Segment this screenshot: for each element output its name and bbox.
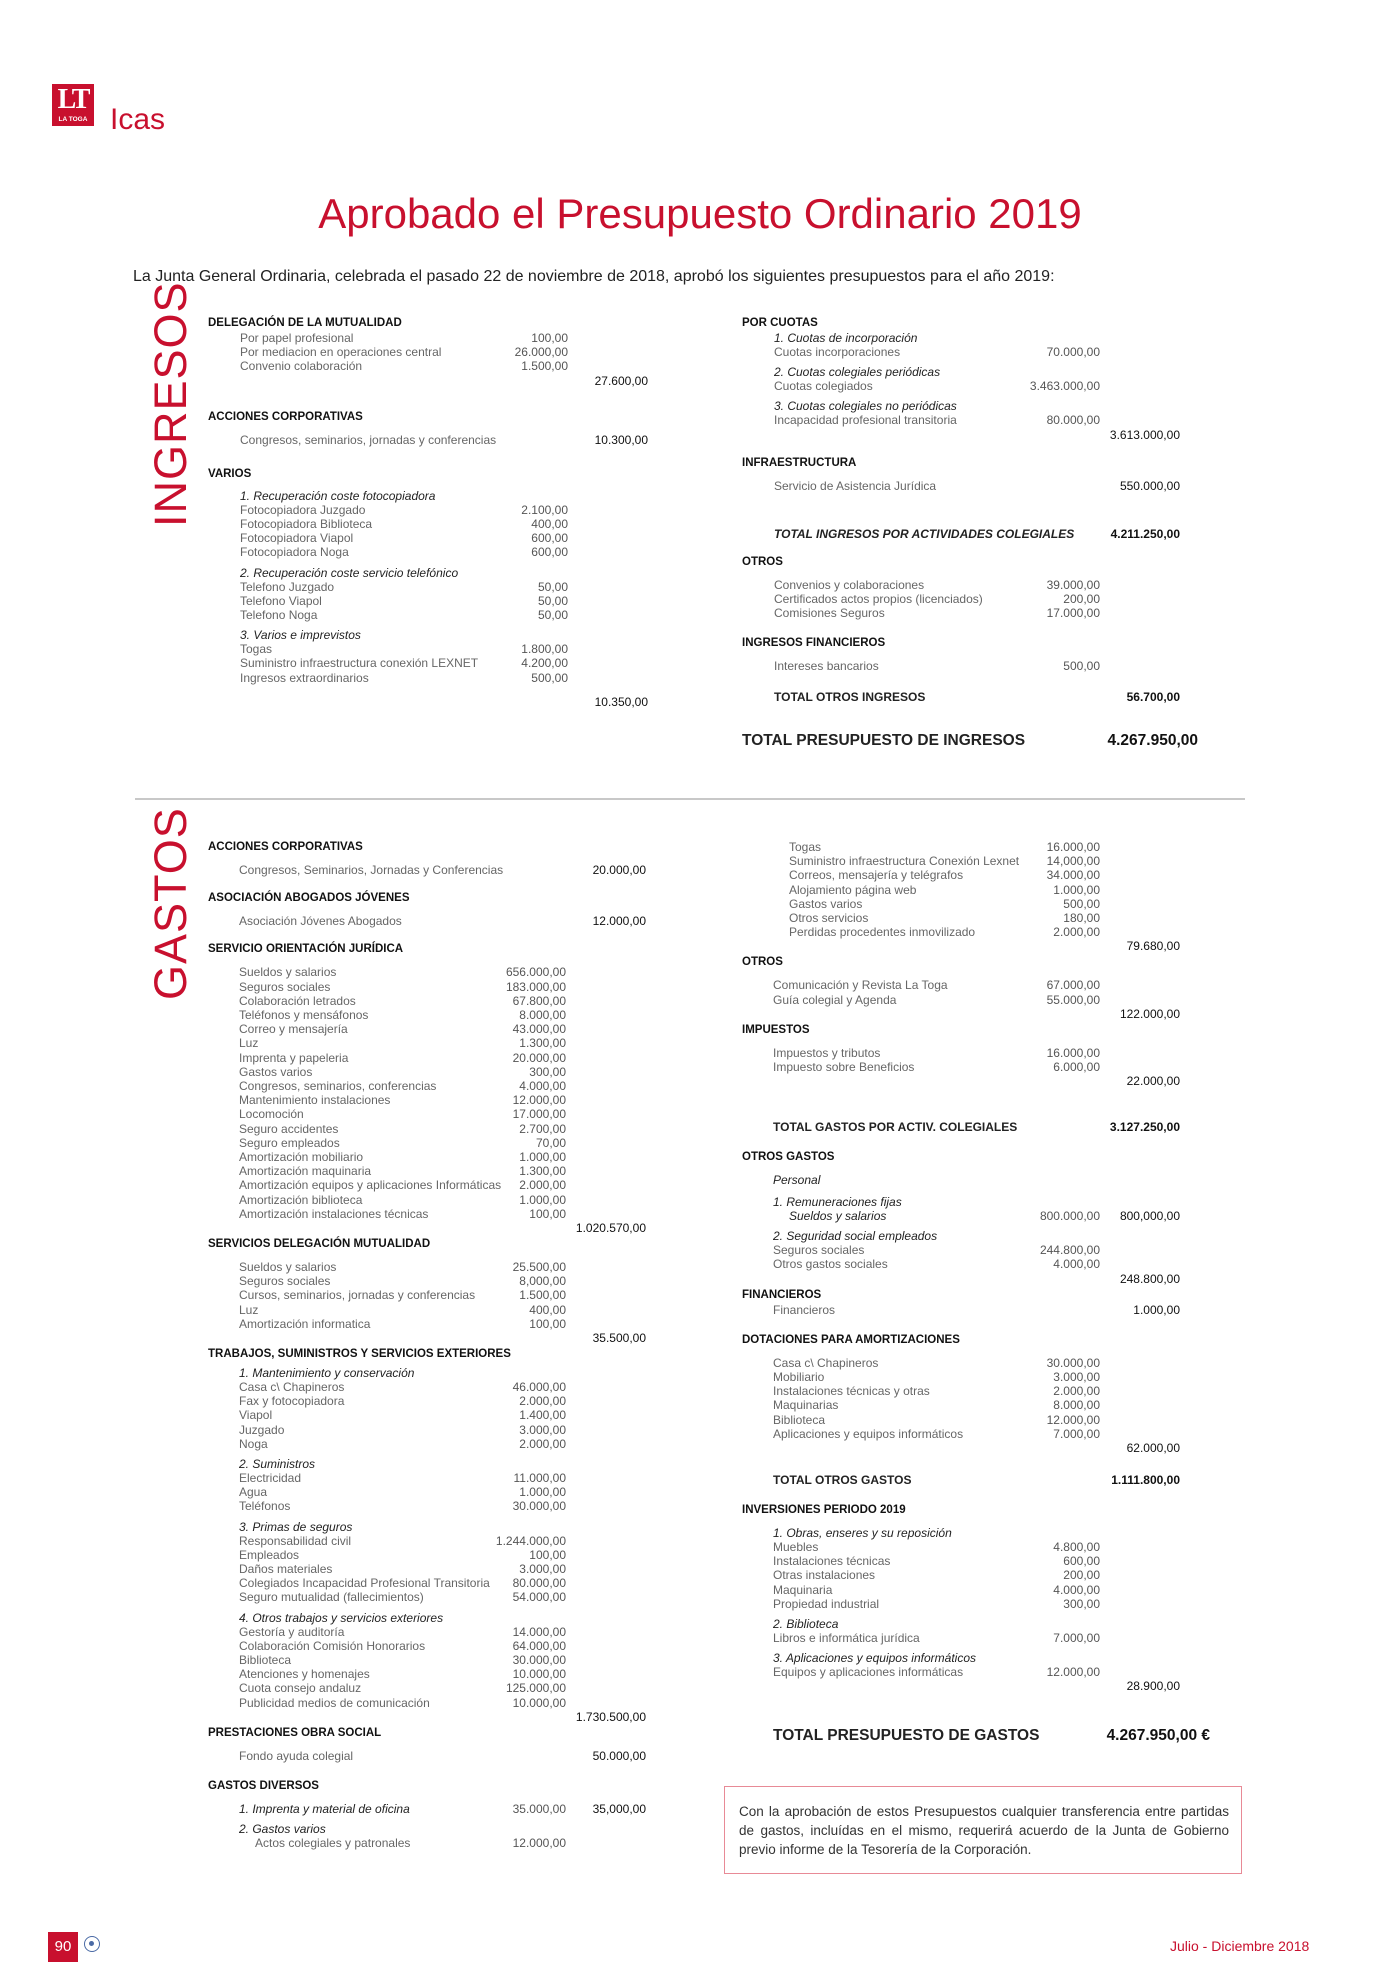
row-label: Luz <box>239 1302 259 1317</box>
row-label: Responsabilidad civil <box>239 1533 352 1548</box>
row-label: Comunicación y Revista La Toga <box>773 978 948 993</box>
item-amount: 400,00 <box>529 1302 566 1317</box>
item-amount: 1.400,00 <box>519 1408 566 1423</box>
item-amount: 100,00 <box>529 1316 566 1331</box>
item-amount: 67.000,00 <box>1046 978 1100 993</box>
row-label: Fotocopiadora Biblioteca <box>240 517 373 531</box>
item-amount: 43.000,00 <box>512 1022 566 1037</box>
row-label: Comisiones Seguros <box>774 606 885 621</box>
row-label: Actos colegiales y patronales <box>255 1836 411 1850</box>
item-amount: 600,00 <box>531 531 568 546</box>
section-heading: TRABAJOS, SUMINISTROS Y SERVICIOS EXTERIORES <box>208 1348 511 1360</box>
page-title: Aprobado el Presupuesto Ordinario 2019 <box>318 190 1082 237</box>
item-amount: 100,00 <box>531 331 568 345</box>
section-heading: POR CUOTAS <box>742 317 818 329</box>
subtotal-amount: 4.267.950,00 <box>1107 731 1198 749</box>
gastos-label: GASTOS <box>145 807 196 1000</box>
item-amount: 2.000,00 <box>519 1178 566 1193</box>
row-label: Instalaciones técnicas y otras <box>773 1384 930 1399</box>
item-amount: 46.000,00 <box>512 1380 566 1394</box>
item-amount: 20.000,00 <box>512 1050 566 1065</box>
row-label: Fax y fotocopiadora <box>239 1394 345 1409</box>
subtotal-amount: 1.020.570,00 <box>575 1221 646 1235</box>
item-amount: 200,00 <box>1063 592 1100 606</box>
section-heading: VARIOS <box>208 467 252 480</box>
row-label: Servicio de Asistencia Jurídica <box>774 478 937 493</box>
item-amount: 8,000,00 <box>519 1274 566 1289</box>
item-amount: 1.300,00 <box>519 1164 566 1179</box>
row-label: 2. Suministros <box>239 1457 316 1471</box>
row-label: Mobiliario <box>773 1370 825 1384</box>
row-label: Intereses bancarios <box>774 659 879 674</box>
item-amount: 600,00 <box>1063 1554 1100 1569</box>
row-label: Luz <box>239 1036 259 1051</box>
row-label: Casa c\ Chapineros <box>239 1380 345 1394</box>
item-amount: 500,00 <box>1063 659 1100 674</box>
row-label: Atenciones y homenajes <box>239 1667 370 1682</box>
subtotal-amount: 27.600,00 <box>594 373 648 388</box>
la-toga-logo <box>52 84 94 126</box>
item-amount: 4.000,00 <box>1053 1582 1100 1597</box>
row-label: Financieros <box>773 1302 836 1317</box>
item-amount: 1.500,00 <box>521 359 568 374</box>
item-amount: 3.000,00 <box>519 1422 566 1437</box>
subtotal-amount: 50.000,00 <box>592 1748 646 1763</box>
intro-text: La Junta General Ordinaria, celebrada el pasado 22 de noviembre de 2018, aprobó los siguientes presupuestos para el año 2019: <box>133 268 1055 285</box>
subtotal-amount: 4.211.250,00 <box>1110 526 1180 541</box>
item-amount: 8.000,00 <box>1053 1398 1100 1413</box>
item-amount: 34.000,00 <box>1046 868 1100 883</box>
item-amount: 39.000,00 <box>1046 577 1100 592</box>
item-amount: 67.800,00 <box>512 993 566 1008</box>
row-label: TOTAL OTROS INGRESOS <box>774 689 926 704</box>
budget-note: Con la aprobación de estos Presupuestos cualquier transferencia entre partidas de gastos, incluídas en el mismo, requerirá acuerdo de la Junta de Gobierno previo informe de la Tesorería de la Corporación. <box>724 1786 1242 1874</box>
item-amount: 64.000,00 <box>512 1638 566 1653</box>
row-label: Cursos, seminarios, jornadas y conferencias <box>239 1288 476 1303</box>
row-label: Correos, mensajería y telégrafos <box>789 868 964 883</box>
row-label: 2. Gastos varios <box>239 1822 326 1836</box>
row-label: Seguro mutualidad (fallecimientos) <box>239 1590 424 1605</box>
row-label: Guía colegial y Agenda <box>773 992 897 1007</box>
row-label: Convenio colaboración <box>240 359 363 374</box>
row-label: Asociación Jóvenes Abogados <box>239 914 402 929</box>
item-amount: 125.000,00 <box>505 1681 566 1696</box>
row-label: Seguro accidentes <box>239 1121 339 1136</box>
subtotal-amount: 1.730.500,00 <box>575 1709 646 1724</box>
row-label: Aplicaciones y equipos informáticos <box>773 1426 964 1441</box>
row-label: Electricidad <box>239 1471 302 1485</box>
section-heading: PRESTACIONES OBRA SOCIAL <box>208 1726 382 1739</box>
item-amount: 1.800,00 <box>521 642 568 657</box>
subtotal-amount: 62.000,00 <box>1126 1441 1180 1455</box>
row-label: 3. Varios e imprevistos <box>240 628 361 643</box>
item-amount: 2.000,00 <box>519 1394 566 1409</box>
item-amount: 244.800,00 <box>1039 1243 1100 1258</box>
item-amount: 11.000,00 <box>513 1471 566 1485</box>
row-label: TOTAL PRESUPUESTO DE INGRESOS <box>742 731 1026 749</box>
subtotal-amount: 22.000,00 <box>1126 1074 1180 1089</box>
row-label: Empleados <box>239 1547 300 1562</box>
item-amount: 30.000,00 <box>1046 1355 1100 1370</box>
row-label: Amortización instalaciones técnicas <box>239 1206 429 1221</box>
row-label: Congresos, Seminarios, Jornadas y Conferencias <box>239 863 504 877</box>
logo-letters: LT <box>57 84 89 115</box>
row-label: Gastos varios <box>789 896 863 911</box>
row-label: Maquinaria <box>773 1582 833 1597</box>
item-amount: 3.000,00 <box>519 1562 566 1576</box>
item-amount: 400,00 <box>531 517 568 531</box>
item-amount: 50,00 <box>537 579 568 594</box>
row-label: Sueldos y salarios <box>239 965 337 980</box>
row-label: Togas <box>789 840 822 854</box>
row-label: Amortización informatica <box>239 1316 371 1331</box>
row-label: Colaboración letrados <box>239 993 356 1008</box>
row-label: TOTAL GASTOS POR ACTIV. COLEGIALES <box>773 1120 1018 1135</box>
item-amount: 600,00 <box>531 545 568 560</box>
item-amount: 50,00 <box>537 593 568 608</box>
section-heading: DELEGACIÓN DE LA MUTUALIDAD <box>208 317 402 329</box>
item-amount: 12.000,00 <box>512 1836 566 1850</box>
section-heading: ASOCIACIÓN ABOGADOS JÓVENES <box>208 892 410 905</box>
row-label: Cuota consejo andaluz <box>239 1681 362 1696</box>
section-heading: INVERSIONES PERIODO 2019 <box>742 1504 906 1516</box>
row-label: Teléfonos <box>239 1499 291 1514</box>
row-label: Biblioteca <box>773 1412 826 1427</box>
item-amount: 12.000,00 <box>1046 1665 1100 1680</box>
item-amount: 4.800,00 <box>1053 1540 1100 1554</box>
row-label: Casa c\ Chapineros <box>773 1355 879 1370</box>
item-amount: 12.000,00 <box>1046 1412 1100 1427</box>
row-label: Ingresos extraordinarios <box>240 670 369 685</box>
row-label: Certificados actos propios (licenciados) <box>774 592 983 606</box>
row-label: Locomoción <box>239 1107 304 1122</box>
row-label: Noga <box>239 1436 268 1451</box>
row-label: Gastos varios <box>239 1064 313 1079</box>
item-amount: 30.000,00 <box>512 1499 566 1514</box>
row-label: Telefono Viapol <box>240 593 322 608</box>
section-heading: SERVICIOS DELEGACIÓN MUTUALIDAD <box>208 1238 431 1250</box>
row-label: Incapacidad profesional transitoria <box>774 413 957 428</box>
subtotal-amount: 3.613.000,00 <box>1109 427 1180 442</box>
item-amount: 500,00 <box>531 670 568 685</box>
item-amount: 70,00 <box>535 1135 566 1150</box>
item-amount: 7.000,00 <box>1053 1631 1100 1645</box>
row-label: Colegiados Incapacidad Profesional Transitoria <box>239 1576 490 1591</box>
row-label: TOTAL INGRESOS POR ACTIVIDADES COLEGIALES <box>774 526 1075 541</box>
item-amount: 1.000,00 <box>519 1150 566 1164</box>
row-label: 3. Primas de seguros <box>239 1519 353 1534</box>
row-label: Gestoría y auditoría <box>239 1624 345 1639</box>
row-label: 4. Otros trabajos y servicios exteriores <box>239 1610 444 1625</box>
row-label: Sueldos y salarios <box>239 1260 337 1274</box>
row-label: Alojamiento página web <box>789 882 917 897</box>
row-label: Telefono Noga <box>240 608 318 622</box>
row-label: Seguros sociales <box>239 1274 331 1289</box>
item-amount: 17.000,00 <box>512 1107 566 1122</box>
row-label: Impuestos y tributos <box>773 1045 881 1060</box>
row-label: 3. Cuotas colegiales no periódicas <box>774 399 957 414</box>
row-label: 2. Cuotas colegiales periódicas <box>774 365 941 380</box>
row-label: Congresos, seminarios, jornadas y conferencias <box>240 432 497 447</box>
item-amount: 4.000,00 <box>1053 1257 1100 1272</box>
item-amount: 100,00 <box>529 1547 566 1562</box>
item-amount: 180,00 <box>1063 911 1100 925</box>
page-number: 90 <box>48 1932 78 1962</box>
item-amount: 4.200,00 <box>521 656 568 671</box>
item-amount: 35.000,00 <box>512 1802 566 1816</box>
section-heading: SERVICIO ORIENTACIÓN JURÍDICA <box>208 943 404 956</box>
subtotal-amount: 10.350,00 <box>594 694 648 709</box>
item-amount: 300,00 <box>1063 1596 1100 1611</box>
row-label: Colaboración Comisión Honorarios <box>239 1638 426 1653</box>
row-label: 3. Aplicaciones y equipos informáticos <box>773 1651 976 1666</box>
section-divider <box>135 798 1245 800</box>
item-amount: 30.000,00 <box>512 1653 566 1667</box>
row-label: 1. Recuperación coste fotocopiadora <box>240 488 436 503</box>
row-label: Otras instalaciones <box>773 1568 876 1583</box>
item-amount: 200,00 <box>1063 1568 1100 1583</box>
row-label: Otros servicios <box>789 911 869 925</box>
row-label: 1. Cuotas de incorporación <box>774 331 918 345</box>
item-amount: 16.000,00 <box>1046 1045 1100 1060</box>
item-amount: 2.000,00 <box>519 1436 566 1451</box>
row-label: Telefono Juzgado <box>240 579 335 594</box>
item-amount: 1.500,00 <box>519 1288 566 1303</box>
row-label: Togas <box>240 642 273 657</box>
row-label: Maquinarias <box>773 1398 839 1413</box>
subtotal-amount: 1.000,00 <box>1133 1302 1180 1317</box>
row-label: Fotocopiadora Viapol <box>240 531 354 546</box>
row-label: Amortización equipos y aplicaciones Informáticas <box>239 1178 502 1193</box>
row-label: Agua <box>239 1485 268 1500</box>
row-label: Teléfonos y mensáfonos <box>239 1008 369 1022</box>
section-heading: OTROS <box>742 555 783 568</box>
row-label: Por papel profesional <box>240 331 354 345</box>
subtotal-amount: 79.680,00 <box>1126 939 1180 954</box>
item-amount: 3.000,00 <box>1053 1370 1100 1384</box>
subtotal-amount: 3.127.250,00 <box>1109 1120 1180 1135</box>
row-label: Propiedad industrial <box>773 1596 880 1611</box>
row-label: Seguros sociales <box>239 979 331 994</box>
item-amount: 6.000,00 <box>1053 1060 1100 1074</box>
item-amount: 1.000,00 <box>519 1485 566 1500</box>
row-label: 1. Imprenta y material de oficina <box>239 1802 410 1816</box>
section-heading: ACCIONES CORPORATIVAS <box>208 410 363 423</box>
section-heading: INFRAESTRUCTURA <box>742 456 857 469</box>
row-label: Suministro infraestructura Conexión Lexnet <box>789 854 1020 869</box>
subtotal-amount: 1.111.800,00 <box>1111 1473 1180 1487</box>
row-label: 2. Biblioteca <box>773 1617 839 1631</box>
row-label: Seguro empleados <box>239 1135 340 1150</box>
item-amount: 54.000,00 <box>512 1590 566 1605</box>
section-heading: IMPUESTOS <box>742 1023 810 1036</box>
row-label: Viapol <box>239 1408 273 1423</box>
item-amount: 2.100,00 <box>521 502 568 517</box>
subtotal-amount: 122.000,00 <box>1119 1006 1180 1021</box>
row-label: Amortización mobiliario <box>239 1150 364 1164</box>
row-label: Amortización maquinaria <box>239 1164 372 1179</box>
section-heading: FINANCIEROS <box>742 1288 822 1301</box>
row-label: Suministro infraestructura conexión LEXNET <box>240 656 479 671</box>
item-amount: 2.000,00 <box>1053 925 1100 940</box>
row-label: TOTAL OTROS GASTOS <box>773 1473 912 1487</box>
row-label: Publicidad medios de comunicación <box>239 1695 430 1710</box>
item-amount: 10.000,00 <box>512 1695 566 1710</box>
footer-period: Julio - Diciembre 2018 <box>1170 1938 1310 1954</box>
row-label: Perdidas procedentes inmovilizado <box>789 925 976 940</box>
subtotal-amount: 12.000,00 <box>592 914 646 929</box>
row-label: Instalaciones técnicas <box>773 1554 891 1569</box>
row-label: Biblioteca <box>239 1653 292 1667</box>
item-amount: 7.000,00 <box>1053 1426 1100 1441</box>
subtotal-amount: 248.800,00 <box>1119 1271 1180 1286</box>
row-label: Seguros sociales <box>773 1243 865 1258</box>
item-amount: 70.000,00 <box>1046 345 1100 359</box>
row-label: Daños materiales <box>239 1562 333 1576</box>
item-amount: 14.000,00 <box>512 1624 566 1639</box>
row-label: Libros e informática jurídica <box>773 1631 920 1645</box>
item-amount: 183.000,00 <box>505 979 566 994</box>
item-amount: 25.500,00 <box>512 1260 566 1274</box>
row-label: Muebles <box>773 1540 819 1554</box>
row-label: Por mediacion en operaciones central <box>240 345 442 360</box>
section-heading: OTROS GASTOS <box>742 1151 835 1164</box>
item-amount: 1.300,00 <box>519 1036 566 1051</box>
section-name: Icas <box>110 103 166 136</box>
item-amount: 300,00 <box>529 1064 566 1079</box>
item-amount: 656.000,00 <box>505 965 566 980</box>
row-label: Equipos y aplicaciones informáticas <box>773 1665 964 1680</box>
item-amount: 16.000,00 <box>1046 840 1100 854</box>
item-amount: 80.000,00 <box>1046 413 1100 428</box>
subtotal-amount: 20.000,00 <box>592 863 646 877</box>
row-label: Correo y mensajería <box>239 1022 348 1037</box>
item-amount: 80.000,00 <box>512 1576 566 1591</box>
item-amount: 100,00 <box>529 1206 566 1221</box>
item-amount: 800.000,00 <box>1039 1209 1100 1224</box>
section-heading: OTROS <box>742 956 783 969</box>
row-label: Fotocopiadora Juzgado <box>240 502 366 517</box>
subtotal-amount: 4.267.950,00 € <box>1106 1727 1210 1745</box>
row-label: 2. Seguridad social empleados <box>773 1229 938 1244</box>
row-label: 2. Recuperación coste servicio telefónico <box>240 565 459 580</box>
row-label: Mantenimiento instalaciones <box>239 1093 391 1108</box>
section-heading: ACCIONES CORPORATIVAS <box>208 841 363 853</box>
row-label: Amortización biblioteca <box>239 1192 363 1207</box>
row-label: TOTAL PRESUPUESTO DE GASTOS <box>773 1727 1040 1745</box>
item-amount: 26.000,00 <box>514 345 568 360</box>
section-heading: INGRESOS FINANCIEROS <box>742 637 886 650</box>
row-label: Fotocopiadora Noga <box>240 545 349 560</box>
row-label: 1. Remuneraciones fijas <box>773 1195 902 1210</box>
subtotal-amount: 28.900,00 <box>1126 1679 1180 1694</box>
item-amount: 2.000,00 <box>1053 1384 1100 1399</box>
subtotal-amount: 56.700,00 <box>1126 689 1180 704</box>
college-seal-icon <box>84 1936 100 1952</box>
row-label: Fondo ayuda colegial <box>239 1748 354 1763</box>
subtotal-amount: 550.000,00 <box>1119 478 1180 493</box>
row-label: Personal <box>773 1173 821 1188</box>
row-label: Cuotas colegiados <box>774 379 873 394</box>
item-amount: 8.000,00 <box>519 1008 566 1022</box>
subtotal-amount: 10.300,00 <box>594 432 648 447</box>
logo-caption: LA TOGA <box>58 116 88 123</box>
item-amount: 4.000,00 <box>519 1079 566 1093</box>
row-label: Cuotas incorporaciones <box>774 345 901 359</box>
item-amount: 10.000,00 <box>512 1667 566 1682</box>
item-amount: 500,00 <box>1063 896 1100 911</box>
row-label: Convenios y colaboraciones <box>774 577 925 592</box>
section-heading: DOTACIONES PARA AMORTIZACIONES <box>742 1333 960 1346</box>
row-label: 1. Obras, enseres y su reposición <box>773 1526 952 1540</box>
subtotal-amount: 35.500,00 <box>592 1331 646 1345</box>
row-label: Juzgado <box>239 1422 285 1437</box>
subtotal-amount: 800,000,00 <box>1119 1209 1180 1224</box>
ingresos-label: INGRESOS <box>145 281 196 527</box>
row-label: 1. Mantenimiento y conservación <box>239 1366 415 1380</box>
row-label: Imprenta y papeleria <box>239 1050 349 1065</box>
item-amount: 14,000,00 <box>1046 854 1100 869</box>
row-label: Congresos, seminarios, conferencias <box>239 1079 437 1093</box>
item-amount: 3.463.000,00 <box>1029 379 1100 394</box>
item-amount: 17.000,00 <box>1046 606 1100 621</box>
row-label: Sueldos y salarios <box>789 1209 887 1224</box>
row-label: Otros gastos sociales <box>773 1257 888 1272</box>
item-amount: 1.000,00 <box>519 1192 566 1207</box>
item-amount: 1.244.000,00 <box>495 1533 566 1548</box>
subtotal-amount: 35,000,00 <box>592 1802 646 1816</box>
item-amount: 50,00 <box>537 608 568 622</box>
row-label: Impuesto sobre Beneficios <box>773 1060 915 1074</box>
item-amount: 1.000,00 <box>1053 882 1100 897</box>
item-amount: 55.000,00 <box>1046 992 1100 1007</box>
item-amount: 2.700,00 <box>519 1121 566 1136</box>
section-heading: GASTOS DIVERSOS <box>208 1780 319 1792</box>
item-amount: 12.000,00 <box>512 1093 566 1108</box>
